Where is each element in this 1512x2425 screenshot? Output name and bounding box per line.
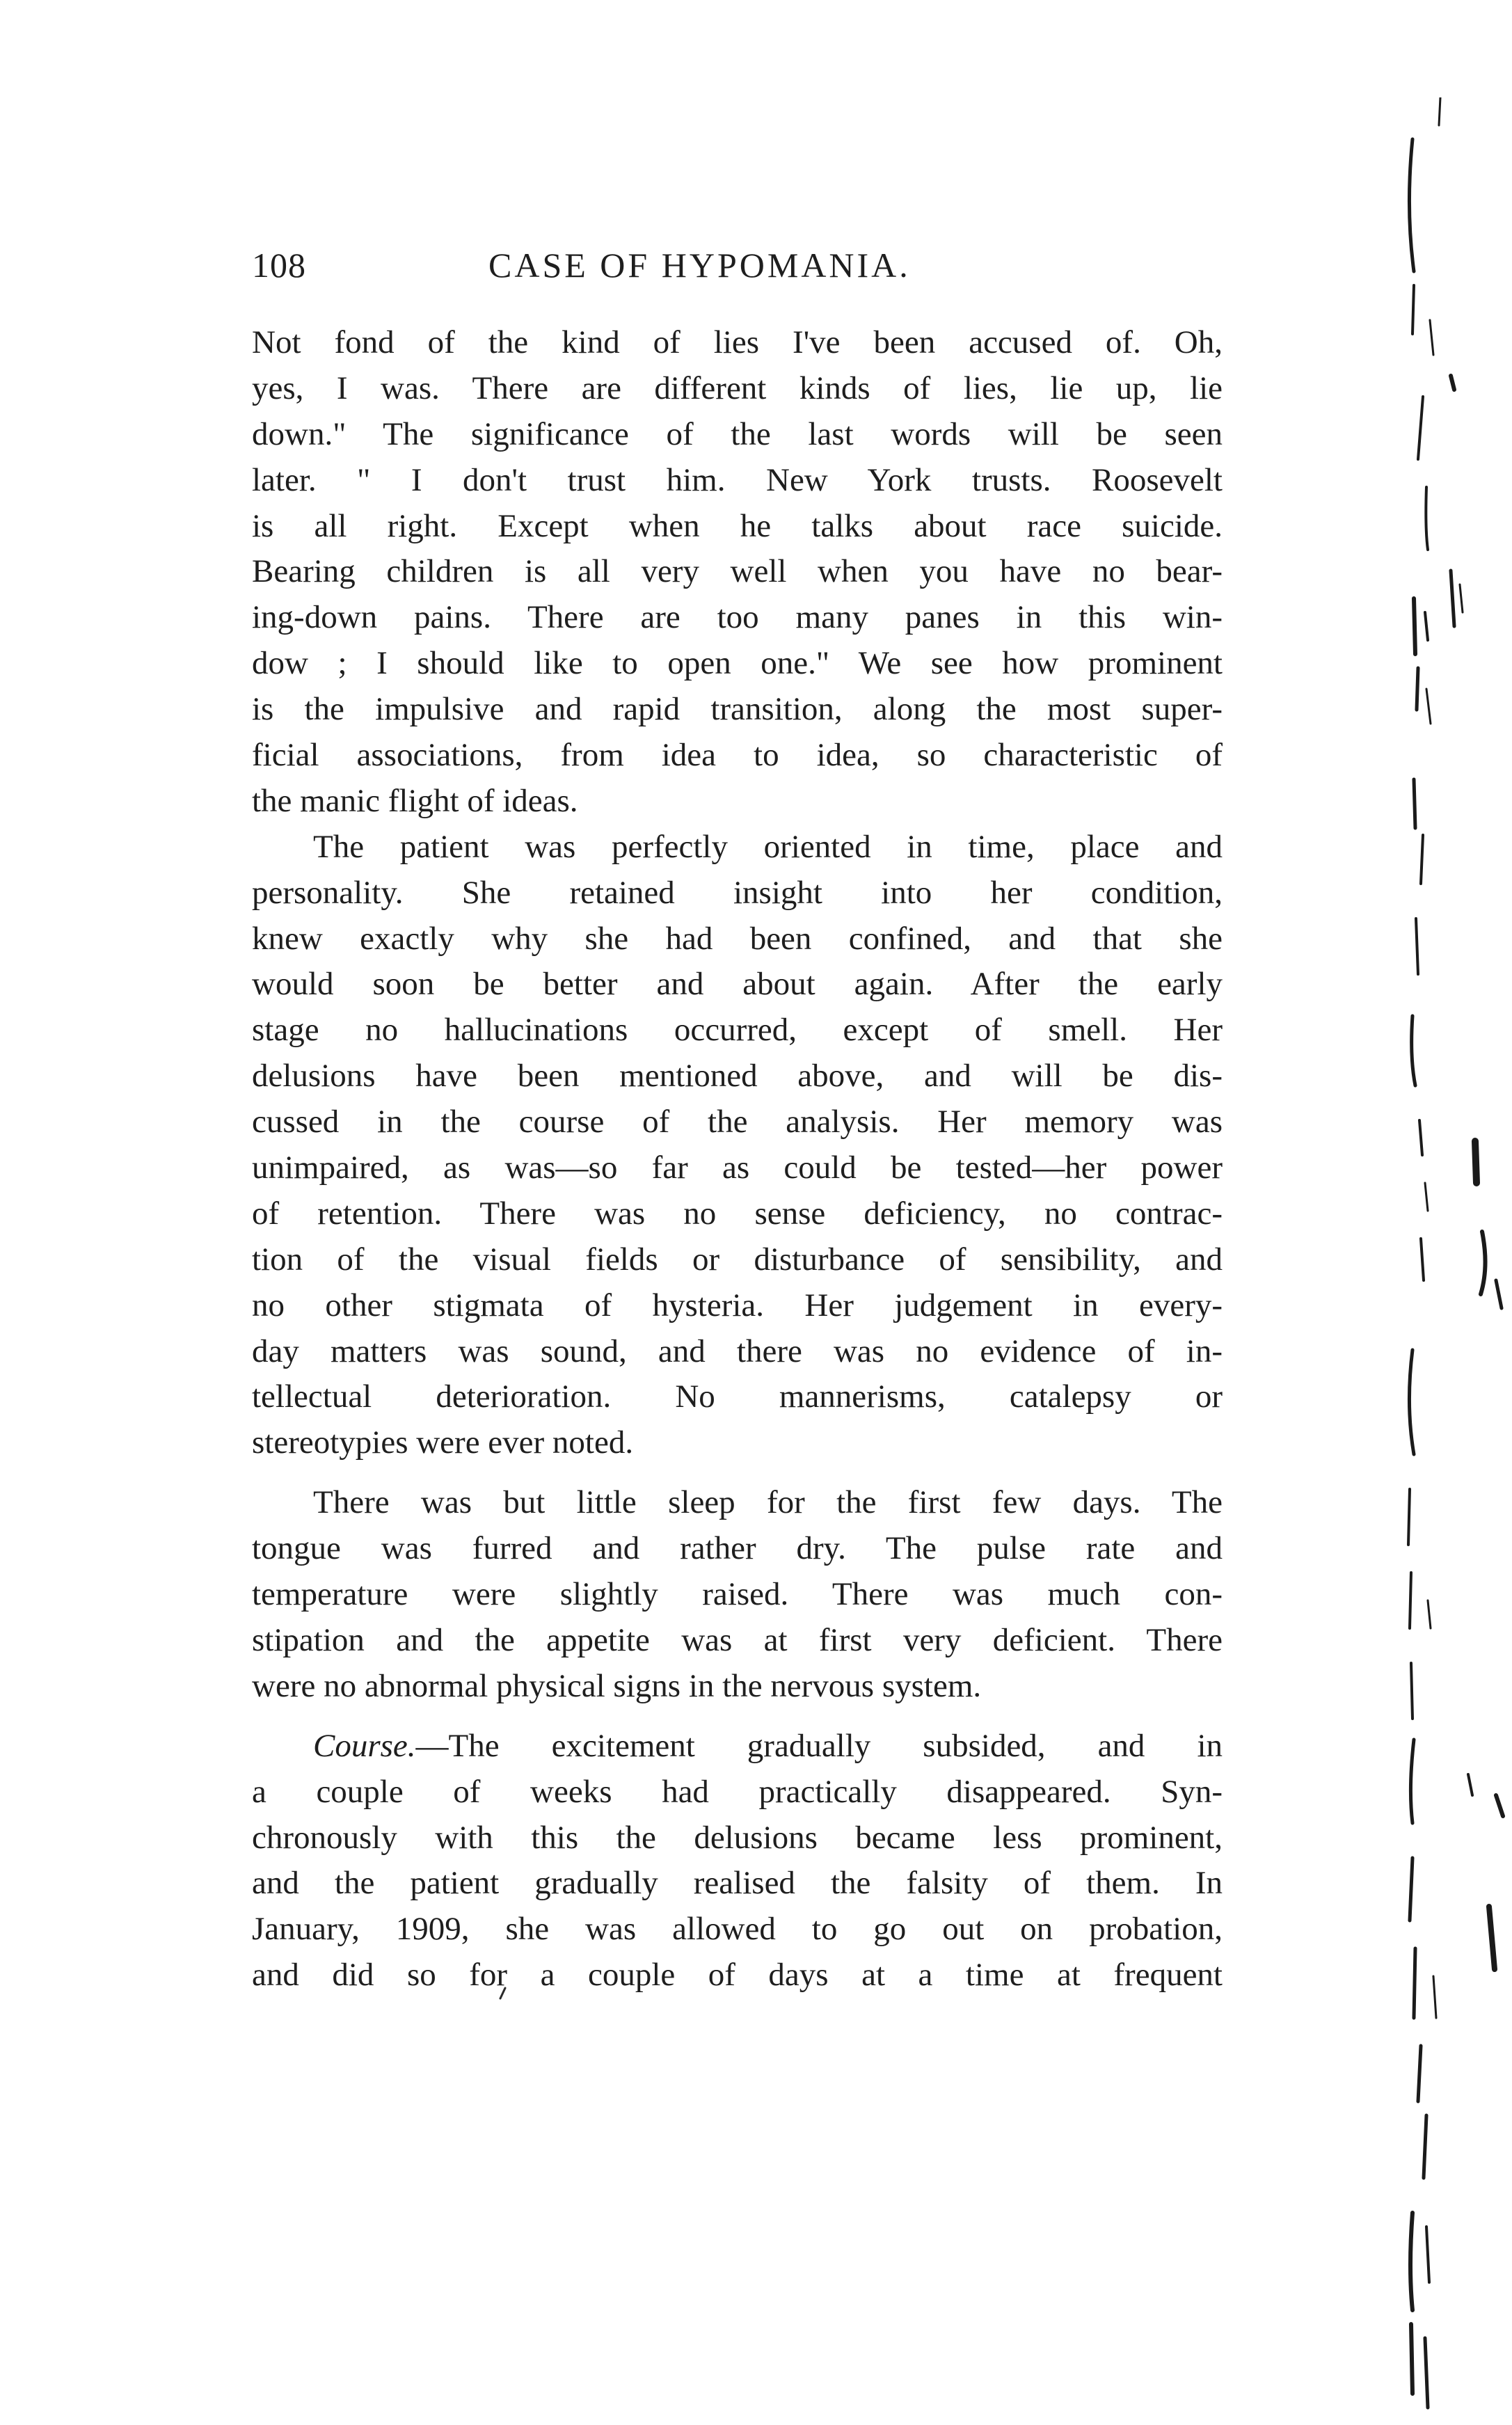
text-line: tongue was furred and rather dry. The pulse rate and bbox=[252, 1530, 1223, 1567]
text-line: ing-down pains. There are too many panes in this win- bbox=[252, 599, 1223, 636]
text-line: stage no hallucinations occurred, except of smell. Her bbox=[252, 1012, 1223, 1049]
paragraph-4 bbox=[252, 1724, 1223, 1998]
text-line: and the patient gradually realised the falsity of them. In bbox=[252, 1865, 1223, 1902]
page-number: 108 bbox=[252, 246, 306, 285]
text-line: knew exactly why she had been confined, and that she bbox=[252, 920, 1223, 957]
body-text bbox=[252, 320, 1223, 1998]
text-line: cussed in the course of the analysis. Her memory was bbox=[252, 1104, 1223, 1140]
text-line-with-lead bbox=[252, 1724, 1223, 1770]
scanned-margin-artifacts bbox=[1385, 97, 1512, 2425]
text-line: is all right. Except when he talks about race suicide. bbox=[252, 507, 1223, 544]
text-line: and did so for a couple of days at a time at frequent bbox=[252, 1957, 1223, 1994]
text-line: There was but little sleep for the first few days. The bbox=[313, 1484, 1223, 1521]
text-line: day matters was sound, and there was no evidence of in- bbox=[252, 1333, 1223, 1369]
section-lead: Course. bbox=[313, 1727, 416, 1764]
text-line: later. " I don't trust him. New York trusts. Roosevelt bbox=[252, 461, 1223, 498]
text-line: Not fond of the kind of lies I've been accused of. Oh, bbox=[252, 324, 1223, 360]
running-head: CASE OF HYPOMANIA. bbox=[488, 246, 911, 285]
ink-speck bbox=[498, 1987, 507, 2001]
text-line: tion of the visual fields or disturbance of sensibility, and bbox=[252, 1241, 1223, 1278]
paragraph-1 bbox=[252, 320, 1223, 825]
text-line: delusions have been mentioned above, and will be dis- bbox=[252, 1058, 1223, 1095]
text-line: tellectual deterioration. No mannerisms, catalepsy or bbox=[252, 1378, 1223, 1415]
paragraph-gap bbox=[252, 1466, 1223, 1480]
text-line: of retention. There was no sense deficiency, no contrac- bbox=[252, 1195, 1223, 1232]
lead-continuation: —The excitement gradually subsided, and in bbox=[415, 1727, 1223, 1764]
text-line: Bearing children is all very well when you have no bear- bbox=[252, 553, 1223, 590]
text-line: a couple of weeks had practically disappeared. Syn- bbox=[252, 1773, 1223, 1810]
paragraph-2 bbox=[252, 825, 1223, 1466]
text-line: were no abnormal physical signs in the nervous system. bbox=[252, 1667, 982, 1704]
paragraph-3 bbox=[252, 1480, 1223, 1709]
text-line: ficial associations, from idea to idea, so characteristic of bbox=[252, 737, 1223, 774]
text-line: down." The significance of the last words will be seen bbox=[252, 415, 1223, 452]
text-line: temperature were slightly raised. There was much con- bbox=[252, 1576, 1223, 1613]
paragraph-gap bbox=[252, 1710, 1223, 1724]
text-line: would soon be better and about again. After the early bbox=[252, 966, 1223, 1003]
text-line: The patient was perfectly oriented in time, place and bbox=[313, 828, 1223, 865]
text-line: stereotypies were ever noted. bbox=[252, 1424, 634, 1461]
text-line: no other stigmata of hysteria. Her judgement in every- bbox=[252, 1287, 1223, 1323]
text-line: dow ; I should like to open one." We see how prominent bbox=[252, 645, 1223, 682]
text-line: personality. She retained insight into her condition, bbox=[252, 874, 1223, 911]
text-line: unimpaired, as was—so far as could be tested—her power bbox=[252, 1150, 1223, 1186]
text-line: stipation and the appetite was at first very deficient. There bbox=[252, 1621, 1223, 1658]
text-line: January, 1909, she was allowed to go out on probation, bbox=[252, 1911, 1223, 1948]
page-header bbox=[252, 245, 1226, 294]
text-line: is the impulsive and rapid transition, along the most super- bbox=[252, 691, 1223, 728]
text-line: yes, I was. There are different kinds of lies, lie up, lie bbox=[252, 369, 1223, 406]
text-line: chronously with this the delusions became less prominent, bbox=[252, 1819, 1223, 1856]
text-line: the manic flight of ideas. bbox=[252, 782, 578, 819]
